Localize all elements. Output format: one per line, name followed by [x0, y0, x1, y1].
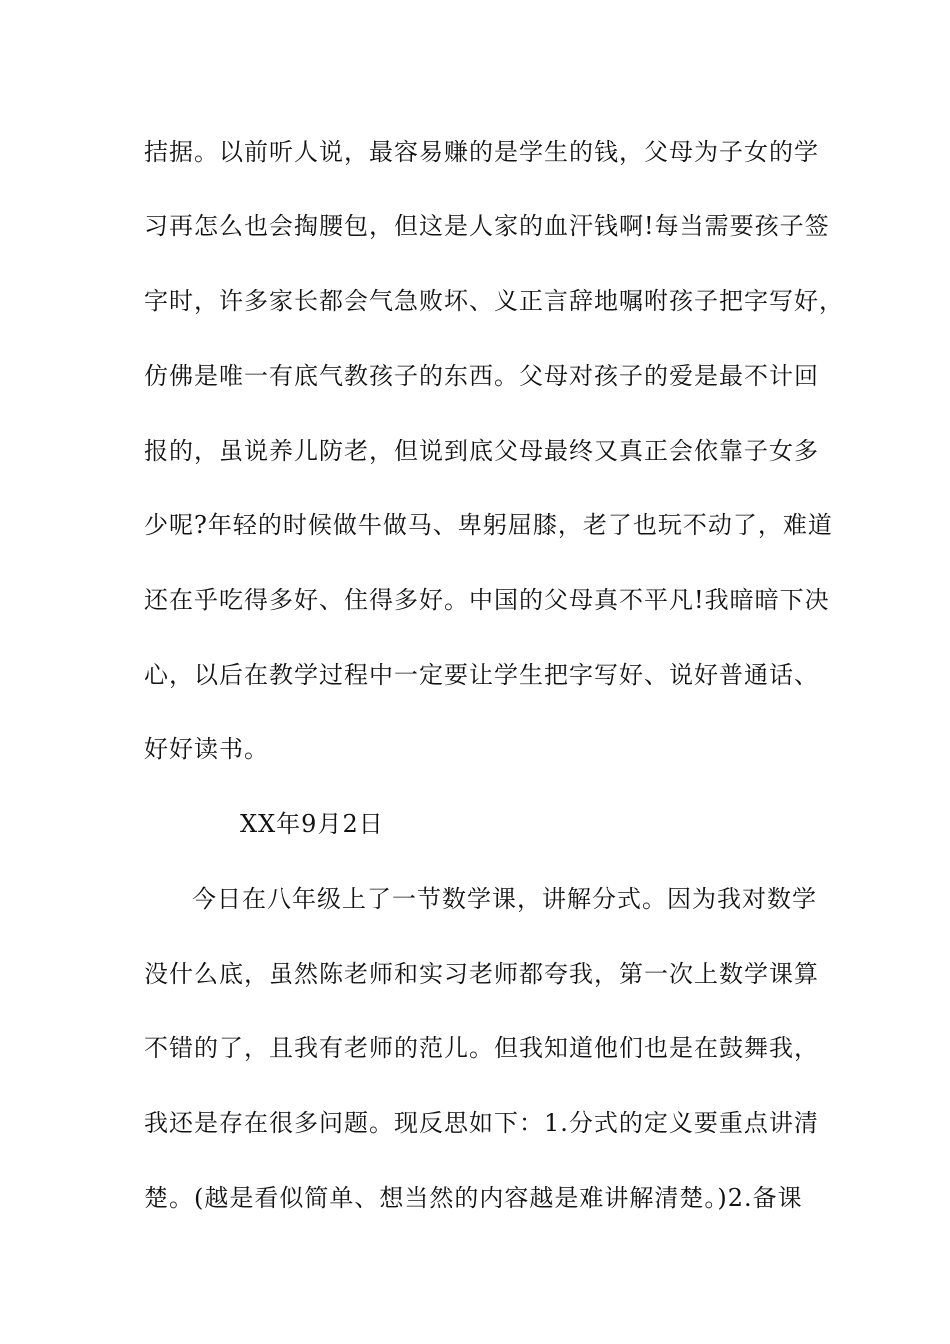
entry-date: XX年9月2日 — [240, 810, 384, 838]
paragraph2-line-5: 楚。(越是看似简单、想当然的内容越是难讲解清楚。)2.备课 — [144, 1184, 803, 1212]
paragraph2-line-1: 今日在八年级上了一节数学课，讲解分式。因为我对数学 — [192, 885, 817, 913]
paragraph2-line-3: 不错的了，且我有老师的范儿。但我知道他们也是在鼓舞我， — [144, 1034, 819, 1062]
paragraph-line-3: 字时，许多家长都会气急败坏、义正言辞地嘱咐孩子把字写好， — [144, 287, 844, 315]
paragraph-line-8: 心，以后在教学过程中一定要让学生把字写好、说好普通话、 — [144, 661, 819, 689]
paragraph-line-9: 好好读书。 — [144, 735, 269, 763]
paragraph-line-4: 仿佛是唯一有底气教孩子的东西。父母对孩子的爱是最不计回 — [144, 362, 819, 390]
paragraph-line-6: 少呢?年轻的时候做牛做马、卑躬屈膝，老了也玩不动了，难道 — [144, 511, 833, 539]
paragraph2-line-4: 我还是存在很多问题。现反思如下：1.分式的定义要重点讲清 — [144, 1109, 819, 1137]
paragraph-line-5: 报的，虽说养儿防老，但说到底父母最终又真正会依靠子女多 — [144, 437, 819, 465]
paragraph-line-2: 习再怎么也会掏腰包，但这是人家的血汗钱啊!每当需要孩子签 — [144, 212, 830, 240]
paragraph-line-7: 还在乎吃得多好、住得多好。中国的父母真不平凡!我暗暗下决 — [144, 586, 830, 614]
paragraph2-line-2: 没什么底，虽然陈老师和实习老师都夸我，第一次上数学课算 — [144, 960, 819, 988]
paragraph-line-1: 拮据。以前听人说，最容易赚的是学生的钱，父母为子女的学 — [144, 138, 819, 166]
